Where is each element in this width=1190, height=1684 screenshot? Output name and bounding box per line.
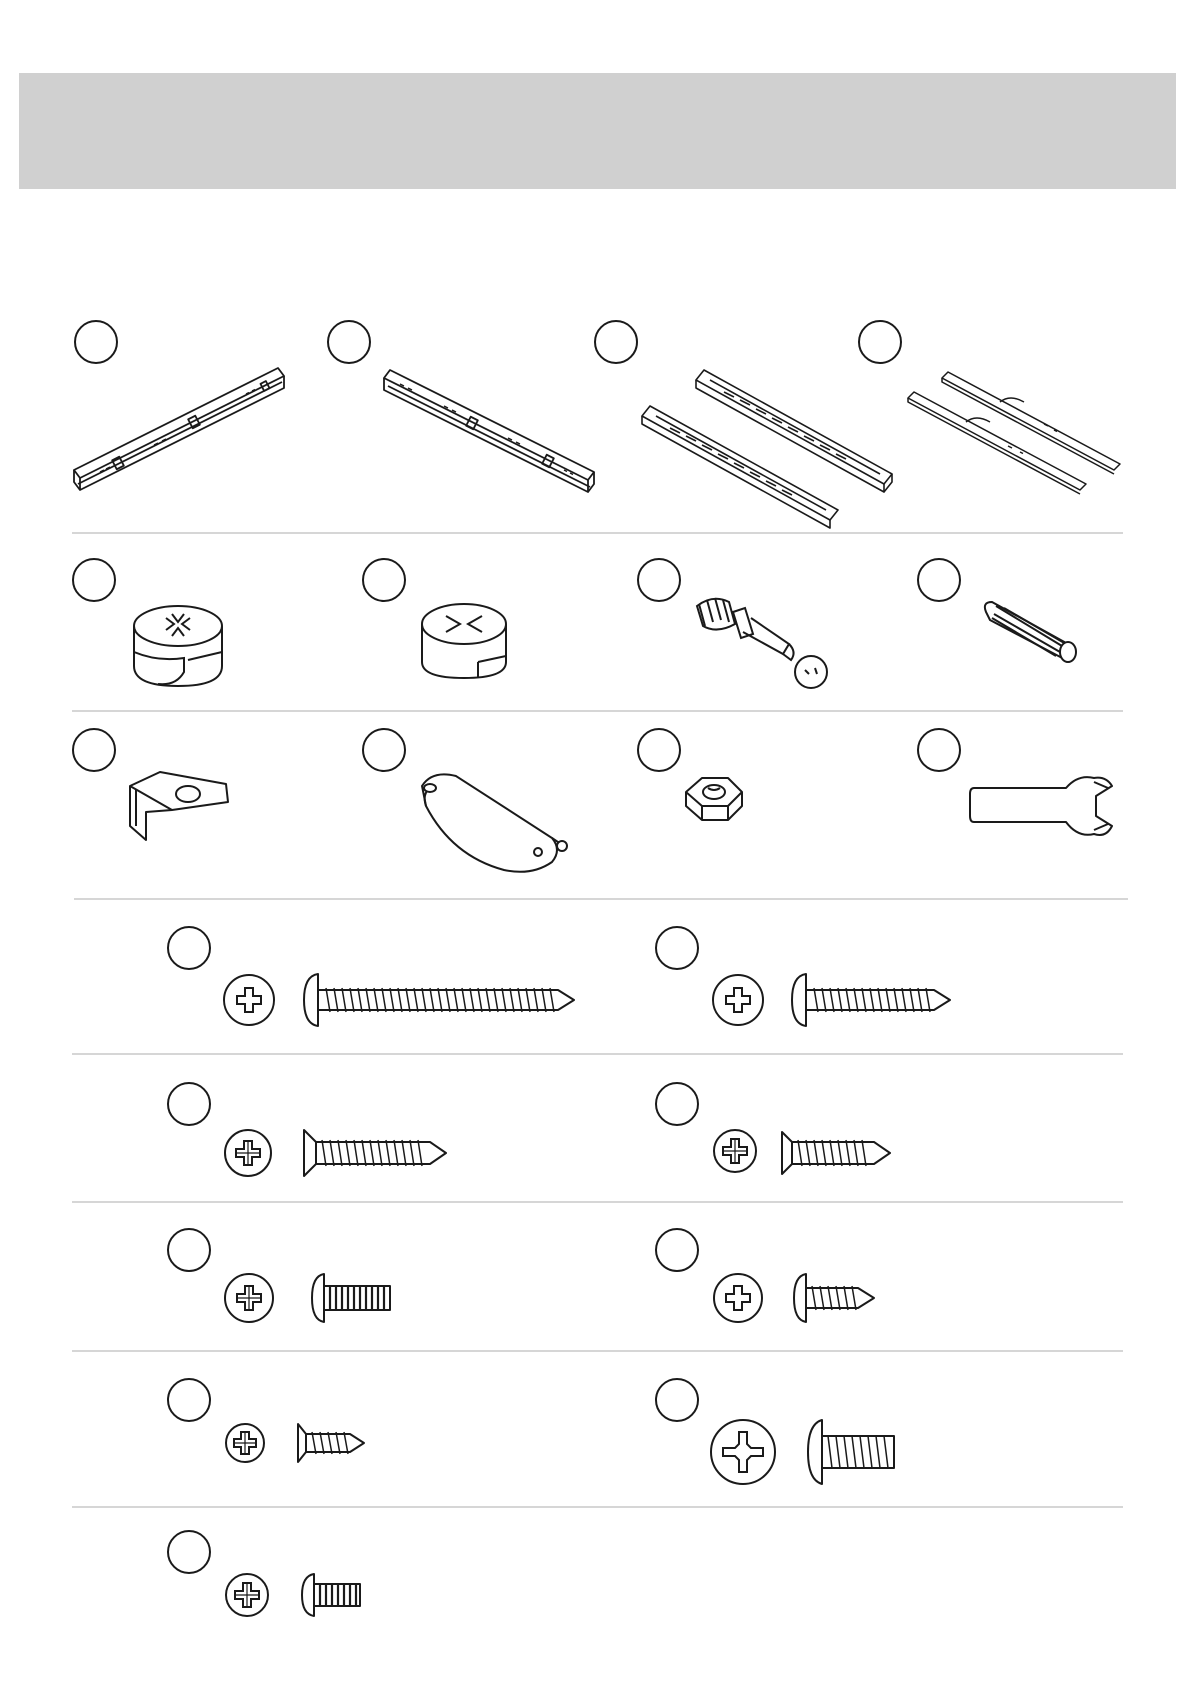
part-callout bbox=[655, 1378, 699, 1422]
header-band bbox=[19, 73, 1176, 189]
bracket-icon bbox=[116, 768, 236, 848]
part-callout bbox=[167, 1082, 211, 1126]
bolt-icon bbox=[298, 1572, 364, 1618]
part-callout bbox=[362, 558, 406, 602]
phillips-head-icon bbox=[712, 1272, 764, 1324]
phillips-head-icon bbox=[222, 973, 276, 1027]
phillips-head-icon bbox=[709, 1418, 777, 1486]
part-callout bbox=[594, 320, 638, 364]
cam-bolt-icon bbox=[693, 594, 843, 694]
screw-icon bbox=[300, 1128, 450, 1178]
drawer-slide-icon bbox=[640, 362, 900, 522]
part-callout bbox=[655, 926, 699, 970]
cam-lock-icon bbox=[128, 600, 232, 696]
screw-icon bbox=[778, 1130, 898, 1176]
part-callout bbox=[167, 1530, 211, 1574]
rail-icon bbox=[384, 360, 604, 510]
wrench-icon bbox=[970, 772, 1120, 842]
row-divider bbox=[72, 710, 1123, 712]
rail-icon bbox=[70, 360, 290, 510]
part-callout bbox=[167, 926, 211, 970]
screw-icon bbox=[294, 1422, 370, 1464]
part-callout bbox=[167, 1228, 211, 1272]
row-divider bbox=[72, 532, 1123, 534]
phillips-head-icon bbox=[223, 1272, 275, 1324]
bolt-icon bbox=[804, 1418, 900, 1486]
part-callout bbox=[655, 1082, 699, 1126]
part-callout bbox=[858, 320, 902, 364]
part-callout bbox=[637, 558, 681, 602]
phillips-head-icon bbox=[223, 1128, 273, 1178]
screw-icon bbox=[788, 970, 958, 1030]
row-divider bbox=[72, 1201, 1123, 1203]
part-callout bbox=[655, 1228, 699, 1272]
row-divider bbox=[72, 1506, 1123, 1508]
screw-icon bbox=[300, 970, 580, 1030]
part-callout bbox=[362, 728, 406, 772]
row-divider bbox=[72, 1350, 1123, 1352]
drawer-slide-icon bbox=[904, 368, 1124, 488]
phillips-head-icon bbox=[712, 1128, 758, 1174]
row-divider bbox=[74, 898, 1128, 900]
hex-nut-icon bbox=[682, 770, 746, 828]
part-callout bbox=[917, 728, 961, 772]
part-callout bbox=[72, 728, 116, 772]
part-callout bbox=[167, 1378, 211, 1422]
part-callout bbox=[917, 558, 961, 602]
phillips-head-icon bbox=[711, 973, 765, 1027]
handle-icon bbox=[412, 766, 572, 886]
phillips-head-icon bbox=[224, 1422, 266, 1464]
part-callout bbox=[74, 320, 118, 364]
screw-icon bbox=[790, 1272, 880, 1324]
row-divider bbox=[72, 1053, 1123, 1055]
part-callout bbox=[72, 558, 116, 602]
part-callout bbox=[637, 728, 681, 772]
part-callout bbox=[327, 320, 371, 364]
phillips-head-icon bbox=[224, 1572, 270, 1618]
dowel-icon bbox=[980, 598, 1080, 668]
cam-lock-icon bbox=[416, 600, 516, 686]
bolt-icon bbox=[308, 1272, 394, 1324]
